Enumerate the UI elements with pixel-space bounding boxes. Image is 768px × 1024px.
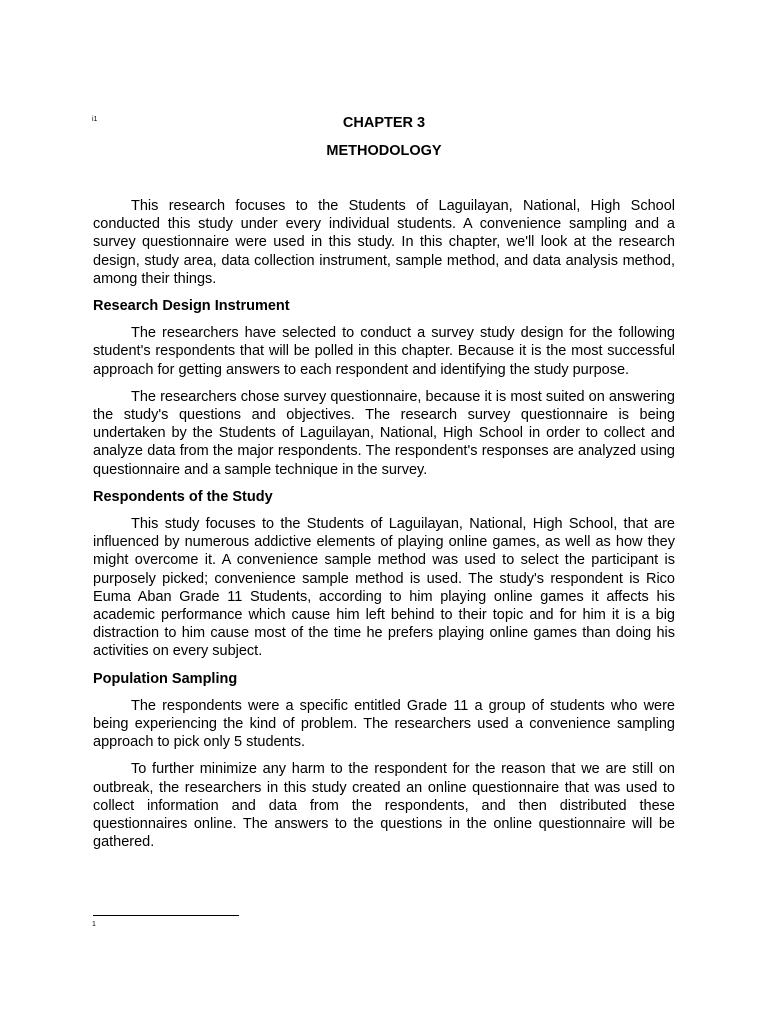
research-design-paragraph-2: The researchers chose survey questionnaire, because it is most suited on answering the study's questions and objectives. The research survey questionnaire is being undertaken by the Students of Laguilayan, National, High School in order to collect and analyze data from the major respondents. The respondent's responses are analyzed using questionnaire and a sample technique in the survey. — [93, 388, 675, 478]
chapter-number: CHAPTER 3 — [342, 115, 426, 131]
section-heading-population-sampling: Population Sampling — [93, 670, 238, 687]
intro-paragraph: This research focuses to the Students of Laguilayan, National, High School conducted this study under every individual students. A convenience sampling and a survey questionnaire were used in this study. In this chapter, we'll look at the research design, study area, data collection instrument, sample method, and data analysis method, among their things. — [93, 198, 675, 287]
research-design-paragraph-1: The researchers have selected to conduct a survey study design for the following student's respondents that will be polled in this chapter. Because it is the most successful approach for getting answers to each respondent and identifying the study purpose. — [93, 325, 675, 378]
footnote-number: 1 — [92, 921, 96, 928]
chapter-title: METHODOLOGY — [326, 143, 442, 159]
section-heading-research-design: Research Design Instrument — [93, 298, 290, 315]
comment-marker: i1 — [92, 116, 98, 123]
respondents-paragraph-1: This study focuses to the Students of Laguilayan, National, High School, that are influenced by numerous addictive elements of playing online games, as well as how they might overcome it. A convenience sample method was used to select the participant is purposely picked; convenience sample method is used. The study's respondent is Rico Euma Aban Grade 11 Students, according to him playing online games it affects his academic performance which cause him left behind to their topic and for him it is a big distraction to him cause most of the time he prefers playing online games than doing his activities on every subject. — [93, 516, 675, 660]
body-text — [93, 197, 675, 861]
footnote-separator — [93, 915, 239, 916]
population-sampling-paragraph-2: To further minimize any harm to the respondent for the reason that we are still on outbreak, the researchers in this study created an online questionnaire that was used to collect information and data from the respondents, and then distributed these questionnaires online. The answers to the questions in the online questionnaire will be gathered. — [93, 761, 675, 851]
population-sampling-paragraph-1: The respondents were a specific entitled Grade 11 a group of students who were being experiencing the kind of problem. The researchers used a convenience sampling approach to pick only 5 students. — [93, 697, 675, 751]
section-heading-respondents: Respondents of the Study — [93, 488, 273, 505]
